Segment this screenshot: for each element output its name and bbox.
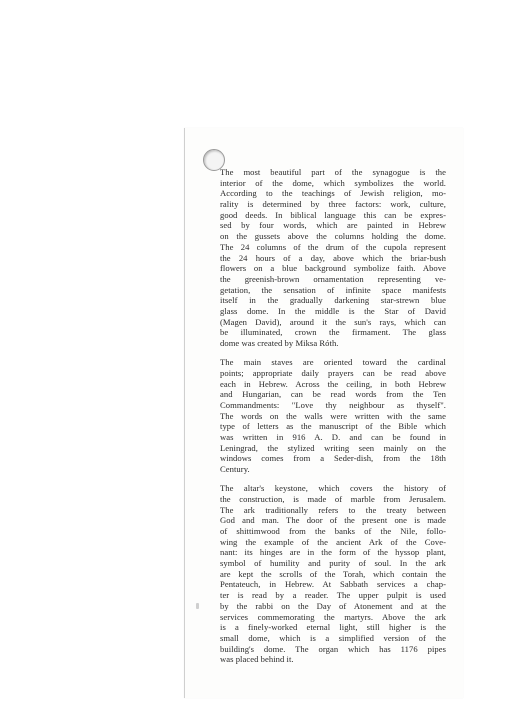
paragraph-staves — [220, 357, 446, 475]
text-line: good deeds. In biblical language this can be expres- — [220, 209, 446, 220]
text-line: the greenish-brown ornamentation representing ve- — [220, 273, 446, 284]
text-line: be illuminated, crown the firmament. The glass — [220, 327, 446, 338]
text-line: According to the teachings of Jewish religion, mo- — [220, 188, 446, 199]
text-line: (Magen David), around it the sun's rays, which can — [220, 316, 446, 327]
text-line: The ark traditionally refers to the treaty between — [220, 504, 446, 515]
text-line: Pentateuch, in Hebrew. At Sabbath services a chap- — [220, 579, 446, 590]
text-line: each in Hebrew. Across the ceiling, in both Hebrew — [220, 378, 446, 389]
text-line: points; appropriate daily prayers can be read above — [220, 367, 446, 378]
text-line: interior of the dome, which symbolizes the world. — [220, 177, 446, 188]
text-line: nant: its hinges are in the form of the hyssop plant, — [220, 547, 446, 558]
text-line: The main staves are oriented toward the cardinal — [220, 357, 446, 368]
text-line: by the rabbi on the Day of Atonement and at the — [220, 600, 446, 611]
text-line: glass dome. In the middle is the Star of David — [220, 305, 446, 316]
text-line: type of letters as the manuscript of the Bible which — [220, 421, 446, 432]
text-line: Leningrad, the stylized writing seen mainly on the — [220, 442, 446, 453]
text-line: Century. — [220, 464, 250, 475]
paragraph-dome — [220, 167, 446, 349]
text-line: is a finely-worked eternal light, still higher is the — [220, 622, 446, 633]
text-line: services commemorating the martyrs. Above the ark — [220, 611, 446, 622]
text-line: was placed behind it. — [220, 654, 294, 665]
text-line: wing the example of the ancient Ark of the Cove- — [220, 536, 446, 547]
scan-mark — [196, 603, 199, 609]
text-line: building's dome. The organ which has 1176 pipes — [220, 643, 446, 654]
text-line: sed by four words, which are painted in Hebrew — [220, 220, 446, 231]
text-line: symbol of humility and purity of soul. In the ark — [220, 558, 446, 569]
text-line: ter is read by a reader. The upper pulpit is used — [220, 590, 446, 601]
text-line: God and man. The door of the present one is made — [220, 515, 446, 526]
text-line: the construction, is made of marble from Jerusalem. — [220, 493, 446, 504]
text-line: rality is determined by three factors: work, culture, — [220, 199, 446, 210]
text-line: small dome, which is a simplified version of the — [220, 632, 446, 643]
text-line: The most beautiful part of the synagogue is the — [220, 167, 446, 177]
text-line: getation, the sensation of infinite space manifests — [220, 284, 446, 295]
paragraph-altar — [220, 483, 446, 665]
text-line: The altar's keystone, which covers the history of — [220, 483, 446, 494]
text-line: are kept the scrolls of the Torah, which contain the — [220, 568, 446, 579]
text-line: the 24 hours of a day, above which the briar-bush — [220, 252, 446, 263]
text-line: Commandments: "Love thy neighbour as thyself". — [220, 399, 446, 410]
text-line: The 24 columns of the drum of the cupola represent — [220, 241, 446, 252]
text-line: on the gussets above the columns holding the dome. — [220, 231, 446, 242]
text-line: and Hungarian, can be read words from the Ten — [220, 389, 446, 400]
text-line: windows comes from a Seder-dish, from the 18th — [220, 453, 446, 464]
text-line: was written in 916 A. D. and can be found in — [220, 432, 446, 442]
text-line: flowers on a blue background symbolize faith. Above — [220, 263, 446, 274]
text-line: itself in the gradually darkening star-strewn blue — [220, 295, 446, 306]
text-line: dome was created by Miksa Róth. — [220, 338, 339, 348]
document-body — [220, 167, 446, 673]
text-line: of shittimwood from the banks of the Nile, follo- — [220, 526, 446, 536]
text-line: The words on the walls were written with the same — [220, 410, 446, 421]
